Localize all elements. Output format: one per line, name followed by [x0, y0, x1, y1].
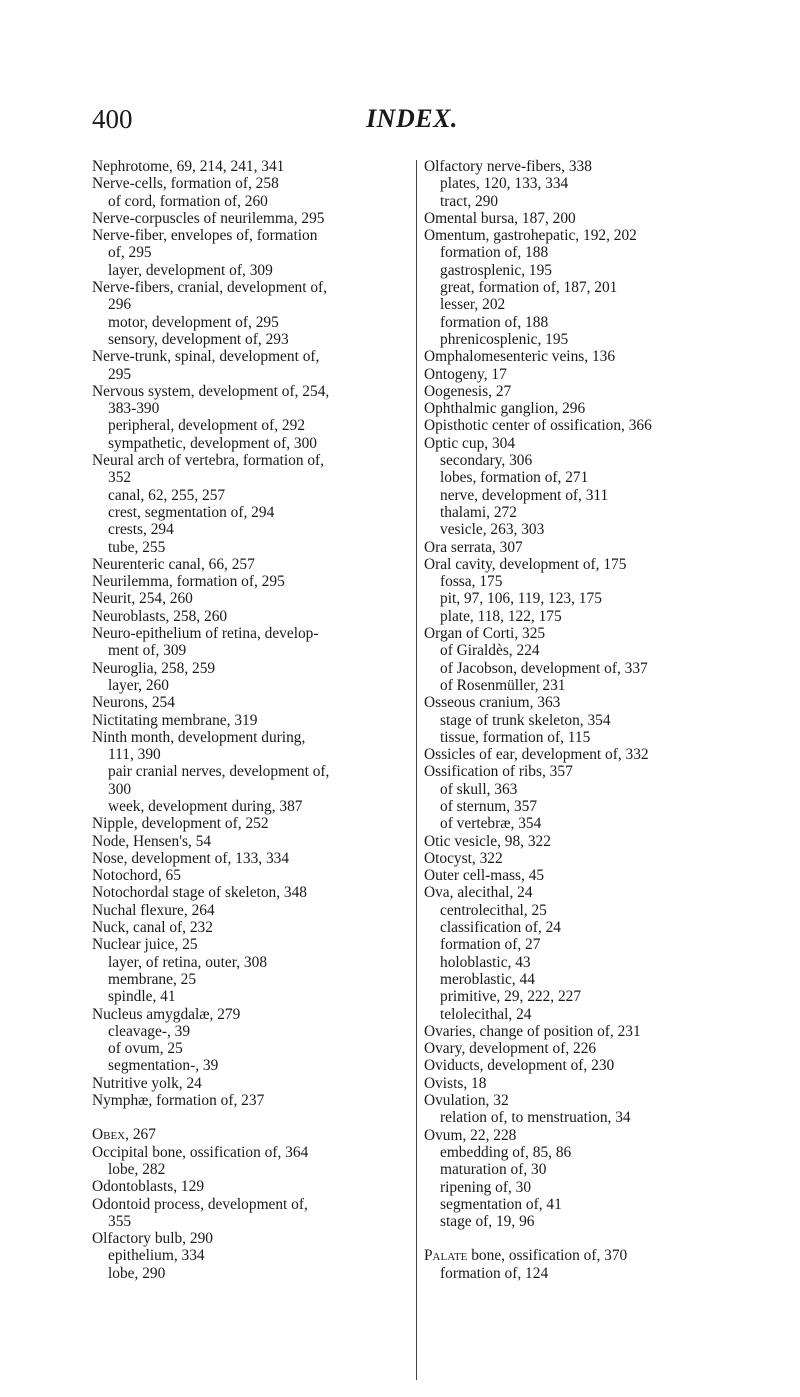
index-subentry: crests, 294: [108, 521, 174, 539]
index-subentry: lesser, 202: [440, 296, 506, 314]
index-entry: Neuro-epithelium of retina, develop-: [92, 625, 319, 643]
index-subentry: 383-390: [108, 400, 160, 418]
index-entry: Occipital bone, ossification of, 364: [92, 1143, 309, 1161]
index-entry: Otocyst, 322: [424, 849, 503, 867]
index-entry: Osseous cranium, 363: [424, 694, 561, 712]
index-subentry: pair cranial nerves, development of,: [108, 763, 330, 781]
index-entry: Ninth month, development during,: [92, 728, 306, 746]
index-entry: Oogenesis, 27: [424, 382, 512, 400]
index-subentry: fossa, 175: [440, 573, 503, 591]
index-entry: Ossification of ribs, 357: [424, 763, 573, 781]
index-entry: Omphalomesenteric veins, 136: [424, 348, 616, 366]
index-subentry: phrenicosplenic, 195: [440, 330, 569, 348]
index-entry: Neurit, 254, 260: [92, 590, 193, 608]
index-entry: Ovum, 22, 228: [424, 1126, 517, 1144]
index-entry: Ossicles of ear, development of, 332: [424, 746, 649, 764]
index-subentry: formation of, 188: [440, 313, 549, 331]
index-subentry: layer, development of, 309: [108, 261, 273, 279]
index-subentry: tube, 255: [108, 538, 166, 556]
index-entry: Neurons, 254: [92, 694, 175, 712]
index-entry: Neural arch of vertebra, formation of,: [92, 452, 325, 470]
index-subentry: of, 295: [108, 244, 152, 262]
index-subentry: layer, 260: [108, 676, 169, 694]
index-entry: Oviducts, development of, 230: [424, 1057, 615, 1075]
index-subentry: cleavage-, 39: [108, 1022, 191, 1040]
index-subentry: vesicle, 263, 303: [440, 521, 545, 539]
index-subentry: centrolecithal, 25: [440, 901, 547, 919]
index-subentry: 295: [108, 365, 132, 383]
index-entry: Neuroglia, 258, 259: [92, 659, 216, 677]
index-entry: Notochordal stage of skeleton, 348: [92, 884, 307, 902]
index-subentry: lobe, 282: [108, 1160, 166, 1178]
index-subentry: of ovum, 25: [108, 1040, 183, 1058]
index-subentry: holoblastic, 43: [440, 953, 531, 971]
index-entry: Olfactory nerve-fibers, 338: [424, 158, 592, 175]
index-subentry: 296: [108, 296, 132, 314]
index-subentry: membrane, 25: [108, 970, 197, 988]
index-entry: Nephrotome, 69, 214, 241, 341: [92, 158, 285, 175]
index-subentry: sensory, development of, 293: [108, 330, 289, 348]
index-entry: Ova, alecithal, 24: [424, 884, 533, 902]
index-entry: Obex, 267: [92, 1126, 156, 1144]
index-subentry: plates, 120, 133, 334: [440, 175, 569, 193]
index-subentry: plate, 118, 122, 175: [440, 607, 562, 625]
index-entry: Nerve-corpuscles of neurilemma, 295: [92, 209, 325, 227]
index-entry: Omental bursa, 187, 200: [424, 209, 576, 227]
running-head: INDEX.: [366, 104, 458, 133]
index-subentry: maturation of, 30: [440, 1161, 547, 1179]
index-entry: Nose, development of, 133, 334: [92, 849, 290, 867]
index-entry: Nuchal flexure, 264: [92, 901, 215, 919]
index-subentry: segmentation-, 39: [108, 1057, 219, 1075]
index-subentry: of skull, 363: [440, 780, 518, 798]
index-entry: Nuclear juice, 25: [92, 936, 198, 954]
index-subentry: meroblastic, 44: [440, 970, 535, 988]
index-subentry: epithelium, 334: [108, 1247, 205, 1265]
index-subentry: relation of, to menstruation, 34: [440, 1109, 631, 1127]
index-entry: Nuck, canal of, 232: [92, 919, 213, 937]
index-subentry: formation of, 188: [440, 244, 549, 262]
index-entry: Neuroblasts, 258, 260: [92, 607, 228, 625]
index-subentry: telolecithal, 24: [440, 1005, 532, 1023]
index-subentry: secondary, 306: [440, 452, 533, 470]
index-subentry: sympathetic, development of, 300: [108, 434, 318, 452]
index-entry: Nipple, development of, 252: [92, 815, 269, 833]
index-subentry: spindle, 41: [108, 988, 176, 1006]
index-subentry: lobe, 290: [108, 1264, 166, 1282]
index-subentry: pit, 97, 106, 119, 123, 175: [440, 590, 602, 608]
section-gap: [92, 1109, 414, 1126]
index-subentry: of Jacobson, development of, 337: [440, 659, 648, 677]
index-subentry: formation of, 27: [440, 936, 541, 954]
index-entry: Ovaries, change of position of, 231: [424, 1022, 641, 1040]
index-entry: Neurenteric canal, 66, 257: [92, 555, 255, 573]
index-subentry: layer, of retina, outer, 308: [108, 953, 268, 971]
index-entry: Nervous system, development of, 254,: [92, 382, 330, 400]
index-subentry: tract, 290: [440, 192, 499, 210]
index-entry: Opisthotic center of ossification, 366: [424, 417, 652, 435]
index-subentry: formation of, 124: [440, 1264, 549, 1282]
index-subentry: of sternum, 357: [440, 797, 538, 815]
index-subentry: classification of, 24: [440, 919, 561, 937]
index-entry: Nymphæ, formation of, 237: [92, 1092, 265, 1110]
index-subentry: peripheral, development of, 292: [108, 417, 306, 435]
index-entry: Ovulation, 32: [424, 1092, 509, 1110]
index-subentry: nerve, development of, 311: [440, 486, 609, 504]
index-entry: Nerve-fibers, cranial, development of,: [92, 279, 328, 297]
index-subentry: 352: [108, 469, 132, 487]
index-subentry: 300: [108, 780, 132, 798]
index-entry: Ovists, 18: [424, 1074, 487, 1092]
index-entry: Ovary, development of, 226: [424, 1040, 597, 1058]
index-entry: Nerve-trunk, spinal, development of,: [92, 348, 320, 366]
index-column-right: [424, 158, 746, 1282]
index-entry: Optic cup, 304: [424, 434, 516, 452]
index-entry: Nictitating membrane, 319: [92, 711, 258, 729]
index-entry: Ontogeny, 17: [424, 365, 507, 383]
index-entry: Oral cavity, development of, 175: [424, 555, 627, 573]
page-header: [92, 104, 732, 138]
index-entry: Nerve-cells, formation of, 258: [92, 175, 279, 193]
index-entry: Node, Hensen's, 54: [92, 832, 212, 850]
index-subentry: stage of trunk skeleton, 354: [440, 711, 611, 729]
index-subentry: of vertebræ, 354: [440, 815, 542, 833]
index-entry: Neurilemma, formation of, 295: [92, 573, 285, 591]
section-gap: [424, 1230, 746, 1247]
index-subentry: 111, 390: [108, 746, 161, 764]
index-subentry: lobes, formation of, 271: [440, 469, 589, 487]
index-subentry: of Rosenmüller, 231: [440, 676, 566, 694]
index-subentry: primitive, 29, 222, 227: [440, 988, 582, 1006]
index-subentry: canal, 62, 255, 257: [108, 486, 226, 504]
index-subentry: embedding of, 85, 86: [440, 1143, 572, 1161]
index-subentry: of Giraldès, 224: [440, 642, 540, 660]
index-entry: Organ of Corti, 325: [424, 625, 546, 643]
index-subentry: crest, segmentation of, 294: [108, 503, 275, 521]
column-divider: [416, 160, 417, 1380]
index-entry: Otic vesicle, 98, 322: [424, 832, 551, 850]
index-entry: Olfactory bulb, 290: [92, 1230, 213, 1248]
index-entry: Omentum, gastrohepatic, 192, 202: [424, 227, 637, 245]
index-entry: Odontoblasts, 129: [92, 1178, 205, 1196]
index-entry: Ophthalmic ganglion, 296: [424, 400, 586, 418]
index-subentry: tissue, formation of, 115: [440, 728, 591, 746]
index-subentry: gastrosplenic, 195: [440, 261, 552, 279]
index-entry: Outer cell-mass, 45: [424, 867, 545, 885]
index-entry: Nucleus amygdalæ, 279: [92, 1005, 241, 1023]
index-entry: Nutritive yolk, 24: [92, 1074, 202, 1092]
index-entry: Notochord, 65: [92, 867, 181, 885]
index-subentry: of cord, formation of, 260: [108, 192, 268, 210]
index-subentry: stage of, 19, 96: [440, 1213, 535, 1231]
index-subentry: thalami, 272: [440, 503, 517, 521]
index-entry: Palate bone, ossification of, 370: [424, 1247, 628, 1265]
index-subentry: motor, development of, 295: [108, 313, 279, 331]
index-subentry: ripening of, 30: [440, 1178, 532, 1196]
page-number: 400: [92, 104, 133, 134]
index-subentry: 355: [108, 1212, 132, 1230]
index-entry: Nerve-fiber, envelopes of, formation: [92, 227, 318, 245]
index-column-left: [92, 158, 414, 1282]
index-subentry: ment of, 309: [108, 642, 187, 660]
index-entry: Ora serrata, 307: [424, 538, 523, 556]
index-subentry: segmentation of, 41: [440, 1195, 562, 1213]
index-entry: Odontoid process, development of,: [92, 1195, 308, 1213]
index-subentry: great, formation of, 187, 201: [440, 279, 618, 297]
index-subentry: week, development during, 387: [108, 797, 303, 815]
